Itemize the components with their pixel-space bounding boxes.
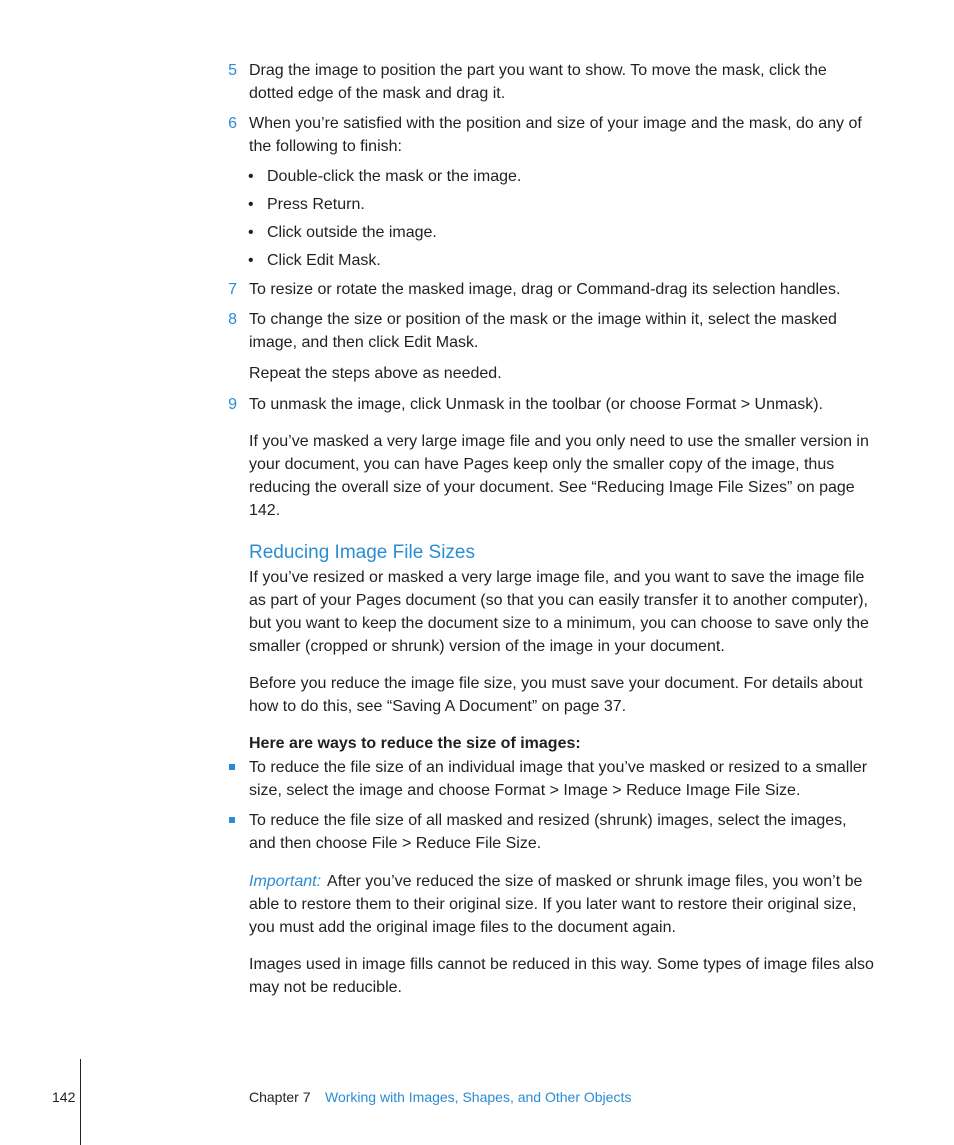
step-number: 5 [228, 62, 237, 79]
list-item [249, 809, 874, 855]
list-item-text: Click Edit Mask. [267, 252, 381, 269]
step-9 [228, 393, 874, 416]
save-first-note: Before you reduce the image file size, you must save your document. For details about how to do this, see “Saving A Document” on page 37. [249, 675, 863, 715]
step-number: 8 [228, 311, 237, 328]
ways-heading: Here are ways to reduce the size of images: [249, 735, 581, 752]
step-5 [228, 59, 874, 105]
list-item-text: Press Return. [267, 196, 365, 213]
list-item [248, 249, 867, 272]
step-text: Drag the image to position the part you want to show. To move the mask, click the dotted edge of the mask and drag it. [249, 62, 827, 102]
step-text: To change the size or position of the mask or the image within it, select the masked image, and then click Edit Mask. [249, 311, 837, 351]
square-bullet-icon [229, 817, 235, 823]
step-number: 7 [228, 281, 237, 298]
list-item [248, 165, 867, 188]
important-label: Important: [249, 873, 322, 890]
footer-divider [80, 1059, 81, 1145]
list-item [248, 221, 867, 244]
bullet-icon: • [248, 252, 254, 269]
step-text: When you’re satisfied with the position and size of your image and the mask, do any of the following to finish: [249, 115, 862, 155]
footer-chapter: Chapter 7 [249, 1089, 311, 1105]
large-file-note: If you’ve masked a very large image file and you only need to use the smaller version in your document, you can have Pages keep only the smaller copy of the image, thus reducing the overall size of your document. See “Reducing Image File Sizes” on page 142. [249, 433, 869, 519]
square-bullet-icon [229, 764, 235, 770]
step-7 [228, 278, 874, 301]
list-item-text: To reduce the file size of an individual image that you’ve masked or resized to a smaller size, select the image and choose Format > Image > Reduce Image File Size. [249, 759, 868, 799]
section-heading: Reducing Image File Sizes [249, 542, 475, 563]
footer-chapter-title: Working with Images, Shapes, and Other Objects [325, 1089, 632, 1105]
list-item [249, 756, 874, 802]
step-8 [228, 308, 874, 354]
list-item [248, 193, 867, 216]
list-item-text: Click outside the image. [267, 224, 437, 241]
step-text: To resize or rotate the masked image, drag or Command-drag its selection handles. [249, 281, 841, 298]
important-note [249, 870, 874, 939]
page-number: 142 [52, 1089, 76, 1105]
step-6 [228, 112, 874, 158]
important-text: After you’ve reduced the size of masked or shrunk image files, you won’t be able to restore them to their original size. If you later want to restore their original size, you must add the original image files to the document again. [249, 873, 863, 936]
section-intro: If you’ve resized or masked a very large image file, and you want to save the image file as part of your Pages document (so that you can easily transfer it to another computer), but you want to keep the document size to a minimum, you can choose to save only the smaller (cropped or shrunk) version of the image in your document. [249, 569, 869, 655]
step-number: 9 [228, 396, 237, 413]
bullet-icon: • [248, 224, 254, 241]
list-item-text: Double-click the mask or the image. [267, 168, 522, 185]
repeat-note: Repeat the steps above as needed. [249, 365, 502, 382]
image-fills-note: Images used in image fills cannot be reduced in this way. Some types of image files also may not be reducible. [249, 956, 874, 996]
step-number: 6 [228, 115, 237, 132]
bullet-icon: • [248, 196, 254, 213]
step-text: To unmask the image, click Unmask in the toolbar (or choose Format > Unmask). [249, 396, 823, 413]
bullet-icon: • [248, 168, 254, 185]
list-item-text: To reduce the file size of all masked and resized (shrunk) images, select the images, and then choose File > Reduce File Size. [249, 812, 847, 852]
